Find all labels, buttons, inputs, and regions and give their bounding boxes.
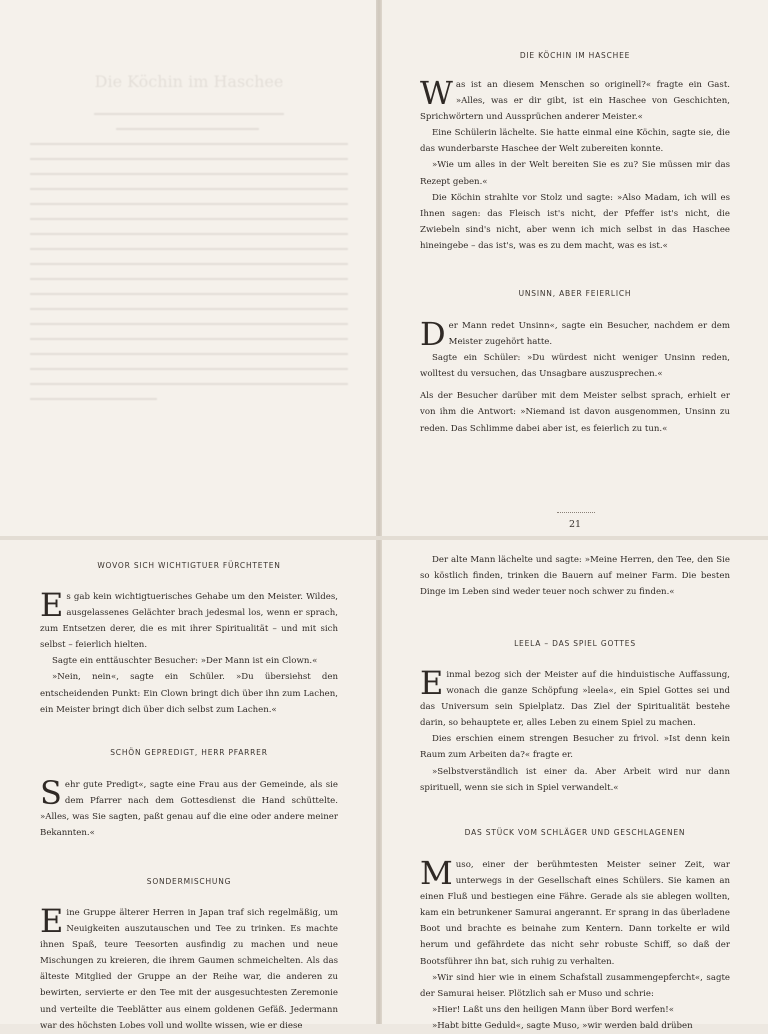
drop-cap: E [40,902,64,940]
bottom-left-page [0,540,376,1031]
section-title: WOVOR SICH WICHTIGTUER FÜRCHTETEN [97,561,281,570]
section-title: DAS STÜCK VOM SCHLÄGER UND GESCHLAGENEN [464,828,686,837]
page-number: 21 [568,519,582,530]
top-left-faded-page [0,0,376,536]
section-title: UNSINN, ABER FEIERLICH [518,289,632,298]
paragraph: »Selbstverständlich ist einer da. Aber Arbeit wird nur dann spirituell, wenn sie sich in Spiel verwandelt.« [420,766,730,793]
paragraph: Der alte Mann lächelte und sagte: »Meine Herren, den Tee, den Sie so köstlich finden, trinken die Bauern auf meiner Farm. Die besten Dinge im Leben sind weder teuer noch schwer zu finden.« [420,555,730,598]
drop-cap: D [420,315,446,353]
paragraph: Sagte ein Schüler: »Du würdest nicht weniger Unsinn reden, wolltest du versuchen, das Unsagbare auszusprechen.« [420,353,730,380]
drop-cap: E [40,586,64,624]
paragraph: Die Köchin strahlte vor Stolz und sagte: »Also Madam, ich will es Ihnen sagen: das Fleisch ist's nicht, der Pfeffer ist's nicht, die Zwiebeln sind's nicht, aber wenn ich mich selbst in das Haschee hineingebe – das ist's, was es zu dem macht, was es ist.« [420,192,730,251]
paragraph: »Wir sind hier wie in einem Schafstall zusammengepfercht«, sagte der Samurai heiser. Plötzlich sah er Muso und schrie: [420,972,730,999]
book-gutter [376,0,382,1024]
paragraph: Der Mann redet Unsinn«, sagte ein Besucher, nachdem er dem Meister zugehört hatte. [420,315,730,353]
drop-cap: M [420,854,453,892]
paragraph: Eine Schülerin lächelte. Sie hatte einmal eine Köchin, sagte sie, die das wunderbarste Haschee der Welt zubereiten konnte. [420,128,730,155]
story-block-predigt [40,748,338,841]
story-continuation [420,552,730,600]
page-divider [0,536,768,540]
story-block-sondermischung [40,877,338,1034]
paragraph: Sagte ein enttäuschter Besucher: »Der Mann ist ein Clown.« [52,656,318,667]
paragraph: »Nein, nein«, sagte ein Schüler. »Du übersiehst den entscheidenden Punkt: Ein Clown bringt dich über ihn zum Lachen, ein Meister bringt dich über dich selbst zum Lachen.« [40,672,338,715]
section-title: DIE KÖCHIN IM HASCHEE [519,51,631,60]
paragraph: »Hier! Laßt uns den heiligen Mann über Bord werfen!« [432,1004,674,1015]
faded-page-title: Die Köchin im Haschee [94,72,284,91]
story-block-schlaeger [420,828,730,1034]
faded-show-through-text [30,0,348,470]
paragraph: Es gab kein wichtigtuerisches Gehabe um den Meister. Wildes, ausgelassenes Gelächter brach jedesmal los, wenn er sprach, zum Entsetzen derer, die es mit ihrer Spiritualität – und mit sich selbst – feierlich hielten. [40,586,338,651]
bottom-right-page [382,540,768,1031]
page-number-rule [557,512,595,513]
drop-cap: E [420,664,444,702]
paragraph: Sehr gute Predigt«, sagte eine Frau aus der Gemeinde, als sie dem Pfarrer nach dem Gottesdienst die Hand schüttelte. »Alles, was Sie sagten, paßt genau auf die eine oder andere meiner Bekannten.« [40,774,338,839]
section-title: SCHÖN GEPREDIGT, HERR PFARRER [110,748,268,757]
drop-cap: W [420,74,453,112]
paragraph: Als der Besucher darüber mit dem Meister selbst sprach, erhielt er von ihm die Antwort: »Niemand ist davon ausgenommen, Unsinn zu reden. Das Schlimme dabei aber ist, es feierlich zu tun.« [420,391,730,434]
section-title: LEELA – DAS SPIEL GOTTES [514,639,636,648]
drop-cap: S [40,774,62,812]
story-block-unsinn [420,289,730,437]
paragraph: Muso, einer der berühmtesten Meister seiner Zeit, war unterwegs in der Gesellschaft eines Schülers. Sie kamen an einen Fluß und bestiegen eine Fähre. Gerade als sie ablegen wollten, kam ein betrunkener Samurai angerannt. Er sprang in das überladene Boot und brachte es beinahe zum Kentern. Dann torkelte er wild herum und gefährdete das nicht sehr robuste Schiff, so daß der Bootsführer ihn bat, sich ruhig zu verhalten. [420,854,730,967]
paragraph: Einmal bezog sich der Meister auf die hinduistische Auffassung, wonach die ganze Schöpfung »leela«, ein Spiel Gottes sei und das Universum sein Spielplatz. Das Ziel der Spiritualität bestehe darin, so behauptete er, alles Leben zu einem Spiel zu machen. [420,664,730,729]
paragraph: Eine Gruppe älterer Herren in Japan traf sich regelmäßig, um Neuigkeiten auszutauschen und Tee zu trinken. Es machte ihnen Spaß, teure Teesorten ausfindig zu machen und neue Mischungen zu kreieren, die ihrem Gaumen schmeichelten. Als das älteste Mitglied der Gruppe an der Reihe war, die anderen zu bewirten, servierte er den Tee mit der ausgesuchtesten Zeremonie und verteilte die Teeblätter aus einem goldenen Gefäß. Jedermann war des höchsten Lobes voll und wollte wissen, wie er diese [40,902,338,1031]
paragraph: »Wie um alles in der Welt bereiten Sie es zu? Sie müssen mir das Rezept geben.« [420,160,730,187]
section-title: SONDERMISCHUNG [146,877,232,886]
story-block-wichtigtuer [40,561,338,718]
story-block-leela [420,639,730,796]
paragraph: Dies erschien einem strengen Besucher zu frivol. »Ist denn kein Raum zum Arbeiten da?« fragte er. [420,734,730,761]
top-right-page [382,0,768,536]
paragraph: Was ist an diesem Menschen so originell?« fragte ein Gast. »Alles, was er dir gibt, ist ein Haschee von Geschichten, Sprichwörtern und Aussprüchen anderer Meister.« [420,74,730,123]
paragraph: »Habt bitte Geduld«, sagte Muso, »wir werden bald drüben [432,1020,693,1031]
story-block-koechin [420,51,730,254]
